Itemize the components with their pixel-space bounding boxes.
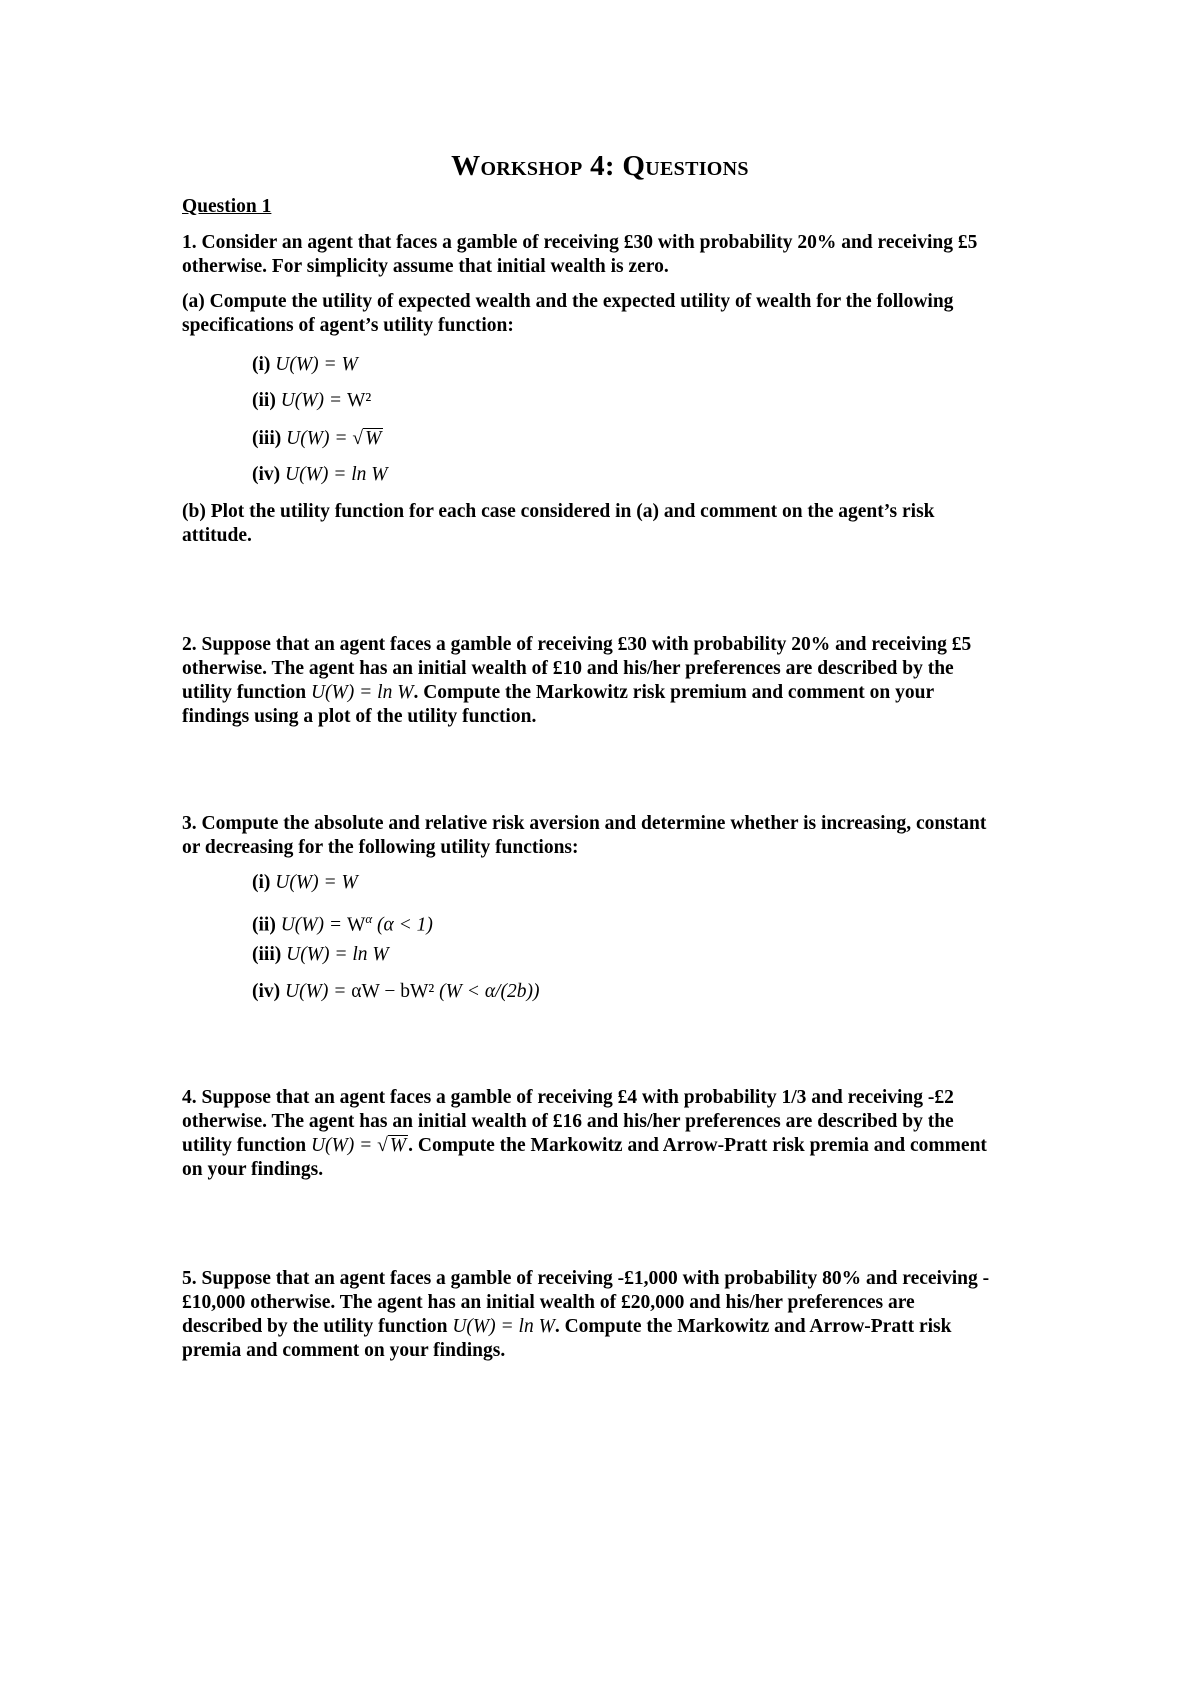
q1-item-ii-label: (ii) (252, 390, 276, 411)
q3-item-iv (252, 980, 539, 1004)
q2-line-3-a: utility function (182, 682, 311, 703)
q3-item-iv-expr-c: (W < α/(2b)) (434, 981, 540, 1002)
q4-line-4: on your findings. (182, 1159, 324, 1180)
sqrt-symbol: √ (377, 1135, 388, 1156)
q1-item-i-rhs: W (341, 354, 358, 375)
q3-line-1: 3. Compute the absolute and relative risk aversion and determine whether is increasing, constant (182, 813, 987, 834)
q1-item-ii-lhs: U(W) = (280, 390, 347, 411)
q4-paragraph (182, 1086, 1032, 1182)
q3-item-i (252, 871, 358, 895)
q1-part-b (182, 500, 1032, 548)
title-rest-1: orkshop 4: (480, 150, 623, 182)
q4-line-3-rad: W (389, 1135, 407, 1156)
title-rest-2: uestions (645, 150, 749, 182)
q1-intro-line-1: 1. Consider an agent that faces a gamble of receiving £30 with probability 20% and receiving £5 (182, 232, 978, 253)
q5-line-3 (182, 1315, 1032, 1339)
q3-paragraph (182, 812, 1032, 860)
q3-item-i-label: (i) (252, 872, 271, 893)
q1-part-b-line-2: attitude. (182, 525, 252, 546)
q5-line-3-math: U(W) = ln W (452, 1316, 555, 1337)
q1-item-iii-rhs: W (365, 428, 382, 449)
q1-intro (182, 231, 1032, 279)
q3-item-iii (252, 943, 389, 967)
q3-item-iv-expr-b: αW − bW² (351, 981, 435, 1002)
q1-item-iii-lhs: U(W) = (286, 428, 353, 449)
q2-line-1: 2. Suppose that an agent faces a gamble of receiving £30 with probability 20% and receiving £5 (182, 634, 972, 655)
question-heading: Question 1 (182, 196, 272, 217)
q5-line-4: premia and comment on your findings. (182, 1340, 506, 1361)
q1-item-i-lhs: U(W) = (275, 354, 342, 375)
q1-item-ii (252, 389, 371, 413)
q3-item-iii-label: (iii) (252, 944, 282, 965)
q1-item-iii (252, 427, 383, 451)
q1-part-a-line-2: specifications of agent’s utility function: (182, 315, 514, 336)
q5-line-3-a: described by the utility function (182, 1316, 453, 1337)
q1-item-i (252, 353, 358, 377)
page-title (0, 150, 1200, 183)
q2-line-4: findings using a plot of the utility function. (182, 706, 537, 727)
q4-line-3 (182, 1134, 1032, 1158)
q4-line-3-b: . Compute the Markowitz and Arrow-Pratt risk premia and comment (408, 1135, 987, 1156)
title-initial-q: Q (622, 150, 646, 182)
q3-item-ii-label: (ii) (252, 914, 276, 936)
q1-part-a-line-1: (a) Compute the utility of expected wealth and the expected utility of wealth for the following (182, 291, 954, 312)
q1-item-iv-rhs: ln W (351, 464, 388, 485)
q1-item-iii-label: (iii) (252, 428, 282, 449)
title-initial-w: W (451, 150, 481, 182)
q3-item-ii (252, 907, 433, 938)
q5-line-2: £10,000 otherwise. The agent has an initial wealth of £20,000 and his/her preferences are (182, 1292, 915, 1313)
q3-item-ii-expr-b: W (346, 914, 366, 936)
q1-item-ii-rhs: W² (346, 390, 372, 411)
q3-line-2: or decreasing for the following utility functions: (182, 837, 579, 858)
q1-item-i-label: (i) (252, 354, 271, 375)
q3-item-iv-expr-a: U(W) = (285, 981, 352, 1002)
q4-line-2: otherwise. The agent has an initial wealth of £16 and his/her preferences are described by the (182, 1111, 954, 1132)
q5-line-1: 5. Suppose that an agent faces a gamble of receiving -£1,000 with probability 80% and receiving - (182, 1268, 990, 1289)
q2-paragraph (182, 633, 1032, 729)
q5-paragraph (182, 1267, 1032, 1363)
q3-item-ii-sup: α (365, 911, 373, 926)
q1-part-a (182, 290, 1032, 338)
q3-item-ii-expr-c: (α < 1) (372, 914, 433, 936)
q2-line-3 (182, 681, 1032, 705)
q3-item-iv-label: (iv) (252, 981, 281, 1002)
q1-item-iv-label: (iv) (252, 464, 281, 485)
q3-item-ii-expr-a: U(W) = (280, 914, 347, 936)
q2-line-2: otherwise. The agent has an initial wealth of £10 and his/her preferences are described by the (182, 658, 954, 679)
q4-line-1: 4. Suppose that an agent faces a gamble of receiving £4 with probability 1/3 and receiving -£2 (182, 1087, 954, 1108)
q4-line-3-a: utility function (182, 1135, 311, 1156)
q2-line-3-b: . Compute the Markowitz risk premium and comment on your (413, 682, 935, 703)
q1-item-iv-lhs: U(W) = (285, 464, 352, 485)
q1-item-iv (252, 463, 388, 487)
q3-item-iii-expr: U(W) = ln W (286, 944, 389, 965)
q2-line-3-math: U(W) = ln W (310, 682, 414, 703)
q1-part-b-line-1: (b) Plot the utility function for each case considered in (a) and comment on the agent’s risk (182, 501, 935, 522)
q1-intro-line-2: otherwise. For simplicity assume that initial wealth is zero. (182, 256, 669, 277)
q4-line-3-math: U(W) = (310, 1135, 378, 1156)
q3-item-i-expr: U(W) = W (275, 872, 358, 893)
sqrt-symbol: √ (352, 428, 364, 449)
q5-line-3-b: . Compute the Markowitz and Arrow-Pratt risk (554, 1316, 952, 1337)
